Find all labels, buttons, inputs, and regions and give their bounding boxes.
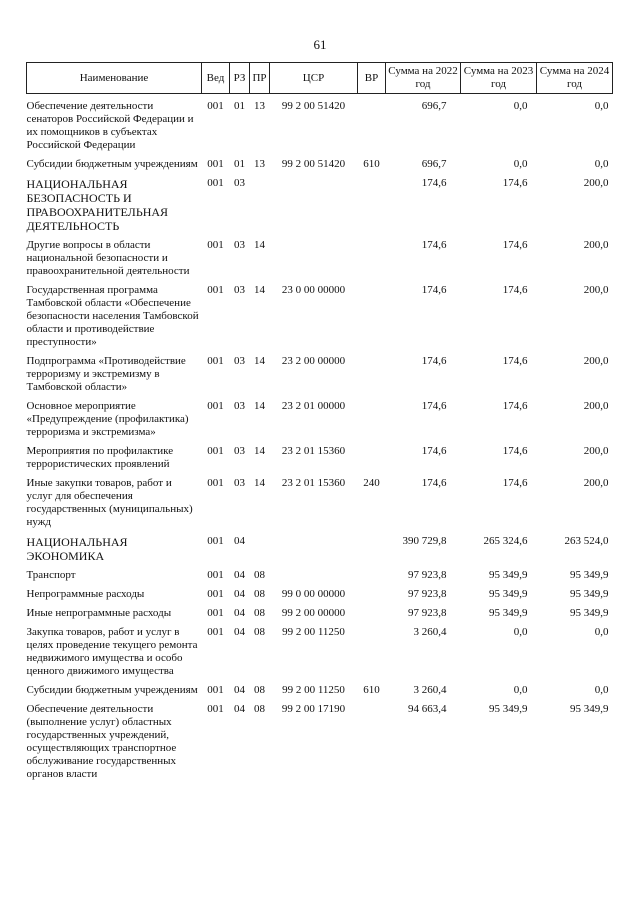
cell-csr: 99 2 00 11250 (282, 684, 345, 696)
cell-sum-2022: 97 923,8 (408, 588, 447, 600)
table-body (27, 94, 613, 788)
cell-rz: 01 (234, 100, 245, 112)
cell-rz: 01 (234, 158, 245, 170)
cell-ved: 001 (207, 400, 224, 412)
cell-pr: 13 (254, 100, 265, 112)
cell-sum-2023: 174,6 (502, 477, 528, 489)
header-sum-2022: Сумма на 2022 год (386, 63, 461, 94)
table-row (27, 535, 613, 569)
header-sum-2023: Сумма на 2023 год (461, 63, 537, 94)
cell-vr (358, 400, 386, 445)
cell-sum-2023: 174,6 (502, 177, 528, 189)
cell-name: Иные закупки товаров, работ и услуг для обеспечения государственных (муниципальных) нужд (26, 477, 193, 528)
cell-sum-2022: 696,7 (421, 100, 447, 112)
cell-vr (358, 626, 386, 684)
cell-vr (358, 445, 386, 477)
table-row (27, 239, 613, 284)
cell-sum-2023: 265 324,6 (483, 535, 528, 547)
cell-csr: 99 2 00 51420 (281, 100, 346, 112)
table-row (27, 355, 613, 400)
cell-pr: 08 (254, 569, 265, 581)
table-row (27, 588, 613, 607)
cell-vr (358, 569, 386, 588)
cell-sum-2023: 174,6 (502, 284, 528, 296)
cell-vr (358, 607, 386, 626)
cell-csr: 99 2 00 17190 (281, 703, 346, 715)
cell-sum-2022: 97 923,8 (408, 569, 447, 581)
cell-name: Обеспечение деятельности сенаторов Российской Федерации и их помощников в субъектах Российской Федерации (26, 100, 194, 151)
table-row (27, 607, 613, 626)
cell-csr: 99 2 00 51420 (281, 158, 346, 170)
cell-rz: 04 (234, 569, 245, 581)
cell-sum-2023: 174,6 (502, 445, 528, 457)
cell-pr: 14 (254, 400, 265, 412)
cell-name: Транспорт (26, 569, 76, 581)
cell-vr (358, 177, 386, 239)
cell-ved: 001 (207, 684, 224, 696)
cell-pr: 14 (254, 239, 265, 251)
cell-csr: 99 0 00 00000 (281, 588, 346, 600)
cell-vr (358, 535, 386, 569)
cell-rz: 04 (234, 626, 245, 638)
cell-vr (358, 588, 386, 607)
cell-ved: 001 (207, 569, 224, 581)
cell-pr: 08 (254, 703, 265, 715)
cell-csr: 23 0 00 00000 (281, 284, 346, 296)
cell-rz: 04 (234, 703, 245, 715)
cell-pr: 13 (254, 158, 265, 170)
cell-sum-2024: 95 349,9 (570, 607, 609, 619)
cell-name: Обеспечение деятельности (выполнение услуг) областных государственных учреждений, осуществляющих транспортное обслуживание государственных органов власти (26, 703, 177, 780)
cell-ved: 001 (207, 607, 224, 619)
cell-vr: 240 (363, 477, 380, 489)
cell-rz: 04 (234, 684, 245, 696)
cell-ved: 001 (207, 626, 224, 638)
cell-name: Иные непрограммные расходы (26, 607, 172, 619)
cell-ved: 001 (207, 158, 224, 170)
cell-sum-2023: 0,0 (513, 158, 528, 170)
cell-sum-2022: 174,6 (421, 445, 447, 457)
cell-ved: 001 (207, 239, 224, 251)
cell-rz: 03 (234, 355, 245, 367)
cell-vr (358, 94, 386, 159)
table-row (27, 177, 613, 239)
cell-vr: 610 (363, 158, 380, 170)
cell-sum-2023: 174,6 (502, 400, 528, 412)
cell-sum-2022: 174,6 (421, 477, 447, 489)
cell-sum-2024: 200,0 (583, 477, 609, 489)
cell-sum-2022: 174,6 (421, 239, 447, 251)
cell-sum-2023: 95 349,9 (489, 569, 528, 581)
table-row (27, 400, 613, 445)
budget-table (26, 62, 613, 787)
cell-csr: 23 2 01 15360 (281, 445, 346, 457)
cell-csr: 99 2 00 00000 (281, 607, 346, 619)
cell-name: НАЦИОНАЛЬНАЯ ЭКОНОМИКА (26, 535, 128, 563)
cell-ved: 001 (207, 284, 224, 296)
cell-csr (270, 239, 358, 284)
cell-sum-2024: 200,0 (583, 400, 609, 412)
cell-csr: 23 2 00 00000 (281, 355, 346, 367)
cell-sum-2022: 174,6 (421, 177, 447, 189)
cell-rz: 03 (234, 239, 245, 251)
cell-sum-2024: 200,0 (583, 445, 609, 457)
cell-pr: 14 (254, 355, 265, 367)
cell-ved: 001 (207, 588, 224, 600)
cell-rz: 03 (234, 400, 245, 412)
cell-ved: 001 (207, 703, 224, 715)
cell-sum-2024: 200,0 (583, 239, 609, 251)
cell-name: Подпрограмма «Противодействие терроризму и экстремизму в Тамбовской области» (26, 355, 186, 393)
cell-vr (358, 355, 386, 400)
table-row (27, 445, 613, 477)
header-name: Наименование (27, 63, 202, 94)
cell-sum-2024: 95 349,9 (570, 703, 609, 715)
cell-sum-2022: 3 260,4 (413, 684, 447, 696)
cell-sum-2022: 696,7 (421, 158, 447, 170)
cell-sum-2024: 200,0 (583, 355, 609, 367)
cell-sum-2022: 97 923,8 (408, 607, 447, 619)
cell-sum-2023: 95 349,9 (489, 703, 528, 715)
table-row (27, 477, 613, 535)
cell-sum-2023: 174,6 (502, 355, 528, 367)
cell-name: Закупка товаров, работ и услуг в целях проведение текущего ремонта недвижимого имущества и особо ценного движимого имущества (26, 626, 198, 677)
table-row (27, 569, 613, 588)
cell-pr: 08 (254, 626, 265, 638)
table-row (27, 284, 613, 355)
cell-ved: 001 (207, 355, 224, 367)
cell-sum-2024: 95 349,9 (570, 588, 609, 600)
cell-sum-2023: 95 349,9 (489, 607, 528, 619)
cell-pr: 14 (254, 284, 265, 296)
cell-vr (358, 239, 386, 284)
cell-sum-2022: 390 729,8 (402, 535, 447, 547)
cell-vr (358, 703, 386, 787)
cell-pr (250, 535, 270, 569)
cell-sum-2022: 174,6 (421, 355, 447, 367)
cell-pr: 08 (254, 607, 265, 619)
cell-rz: 04 (234, 588, 245, 600)
cell-name: Государственная программа Тамбовской области «Обеспечение безопасности населения Тамбовской области и противодействие преступности» (26, 284, 199, 348)
cell-pr: 14 (254, 445, 265, 457)
table-row (27, 684, 613, 703)
cell-name: Непрограммные расходы (26, 588, 145, 600)
header-sum-2024: Сумма на 2024 год (537, 63, 613, 94)
cell-pr: 08 (254, 588, 265, 600)
cell-sum-2022: 3 260,4 (413, 626, 447, 638)
cell-sum-2024: 200,0 (583, 284, 609, 296)
cell-rz: 04 (234, 535, 245, 547)
cell-rz: 03 (234, 477, 245, 489)
cell-pr: 08 (254, 684, 265, 696)
table-row (27, 703, 613, 787)
cell-rz: 03 (234, 284, 245, 296)
cell-csr: 23 2 01 00000 (281, 400, 346, 412)
table-header-row (27, 63, 613, 94)
cell-csr (270, 569, 358, 588)
cell-sum-2024: 95 349,9 (570, 569, 609, 581)
page-number: 61 (313, 37, 327, 52)
cell-name: Субсидии бюджетным учреждениям (26, 684, 198, 696)
cell-sum-2023: 0,0 (513, 684, 528, 696)
cell-sum-2023: 0,0 (513, 626, 528, 638)
cell-sum-2023: 95 349,9 (489, 588, 528, 600)
cell-ved: 001 (207, 445, 224, 457)
header-ved: Вед (202, 63, 230, 94)
cell-name: Основное мероприятие «Предупреждение (профилактика) терроризма и экстремизма» (26, 400, 189, 438)
header-csr: ЦСР (270, 63, 358, 94)
cell-rz: 03 (234, 177, 245, 189)
cell-name: НАЦИОНАЛЬНАЯ БЕЗОПАСНОСТЬ И ПРАВООХРАНИТЕЛЬНАЯ ДЕЯТЕЛЬНОСТЬ (26, 177, 169, 233)
cell-csr: 99 2 00 11250 (282, 626, 345, 638)
cell-sum-2024: 0,0 (594, 626, 609, 638)
cell-vr (358, 284, 386, 355)
table-row (27, 626, 613, 684)
cell-sum-2022: 94 663,4 (408, 703, 447, 715)
header-rz: РЗ (230, 63, 250, 94)
cell-pr: 14 (254, 477, 265, 489)
cell-sum-2024: 200,0 (583, 177, 609, 189)
table-row (27, 94, 613, 159)
cell-csr (270, 535, 358, 569)
cell-sum-2023: 0,0 (513, 100, 528, 112)
cell-ved: 001 (207, 535, 224, 547)
cell-sum-2023: 174,6 (502, 239, 528, 251)
cell-sum-2024: 0,0 (594, 684, 609, 696)
cell-sum-2022: 174,6 (421, 284, 447, 296)
cell-ved: 001 (207, 477, 224, 489)
header-vr: ВР (358, 63, 386, 94)
cell-sum-2024: 0,0 (594, 158, 609, 170)
cell-rz: 03 (234, 445, 245, 457)
cell-sum-2024: 0,0 (594, 100, 609, 112)
cell-sum-2024: 263 524,0 (564, 535, 609, 547)
cell-csr (270, 177, 358, 239)
cell-name: Мероприятия по профилактике террористических проявлений (26, 445, 174, 470)
cell-ved: 001 (207, 177, 224, 189)
cell-pr (250, 177, 270, 239)
cell-name: Субсидии бюджетным учреждениям (26, 158, 198, 170)
cell-sum-2022: 174,6 (421, 400, 447, 412)
cell-ved: 001 (207, 100, 224, 112)
cell-name: Другие вопросы в области национальной безопасности и правоохранительной деятельности (26, 239, 190, 277)
cell-vr: 610 (363, 684, 380, 696)
cell-csr: 23 2 01 15360 (281, 477, 346, 489)
cell-rz: 04 (234, 607, 245, 619)
header-pr: ПР (250, 63, 270, 94)
table-row (27, 158, 613, 177)
